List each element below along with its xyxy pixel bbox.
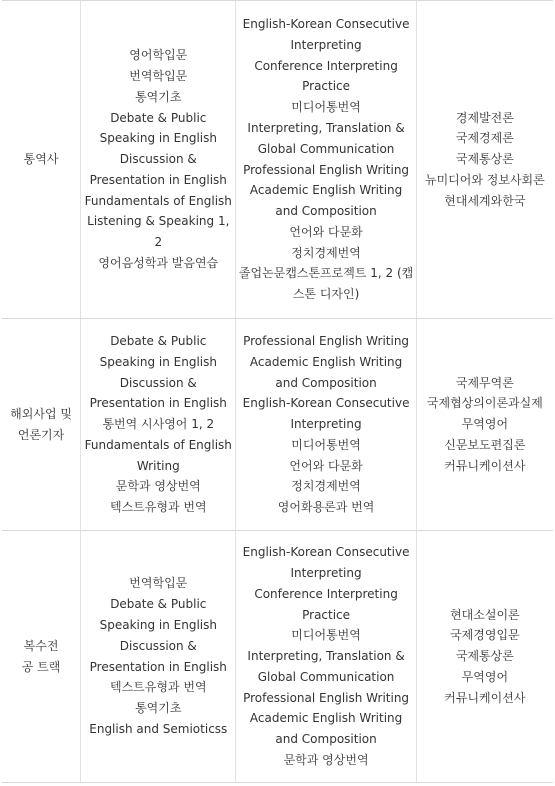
course-item: 영어화용론과 번역 bbox=[277, 500, 375, 515]
course-item: Professional English Writing bbox=[243, 162, 410, 177]
course-item: 문학과 영상번역 bbox=[115, 479, 201, 494]
course-item: Discussion & Presentation in English bbox=[89, 638, 227, 674]
course-item: 영어음성학과 발음연습 bbox=[98, 256, 219, 271]
course-item: English-Korean Consecutive Interpreting bbox=[242, 16, 410, 52]
course-item: 신문보도편집론 bbox=[444, 437, 526, 452]
course-item: Conference Interpreting Practice bbox=[254, 58, 398, 94]
course-item: Academic English Writing and Composition bbox=[249, 354, 403, 390]
course-item: 국제협상의이론과실제 bbox=[426, 396, 543, 411]
course-item: 현대세계와한국 bbox=[444, 193, 526, 208]
track-cell bbox=[2, 319, 81, 531]
advanced-courses-cell bbox=[236, 531, 416, 783]
course-item: Discussion & Presentation in English bbox=[89, 152, 227, 187]
course-item: 국제경제론 bbox=[455, 131, 514, 146]
course-item: 무역영어 bbox=[461, 417, 509, 432]
course-item: Academic English Writing and Composition bbox=[249, 183, 403, 219]
course-item: 미디어통번역 bbox=[291, 100, 361, 115]
elective-courses-cell bbox=[416, 1, 553, 319]
table-row bbox=[2, 319, 553, 531]
course-item: 국제통상론 bbox=[455, 152, 514, 167]
course-item: 텍스트유형과 번역 bbox=[110, 680, 207, 695]
elective-courses-cell bbox=[416, 531, 553, 783]
course-item: 정치경제번역 bbox=[291, 245, 361, 260]
course-item: 문학과 영상번역 bbox=[283, 753, 369, 768]
course-item: 국제무역론 bbox=[455, 375, 514, 390]
course-item: 텍스트유형과 번역 bbox=[110, 500, 207, 515]
table-row bbox=[2, 531, 553, 783]
course-item: 번역학입문 bbox=[129, 68, 188, 83]
course-item: Conference Interpreting Practice bbox=[254, 586, 398, 622]
curriculum-table bbox=[2, 0, 553, 783]
advanced-courses-cell bbox=[236, 319, 416, 531]
course-item: English-Korean Consecutive Interpreting bbox=[242, 545, 410, 580]
advanced-courses-cell bbox=[236, 1, 416, 319]
course-item: 통역기초 bbox=[135, 701, 182, 716]
basic-courses-cell bbox=[81, 319, 236, 531]
basic-courses-cell bbox=[81, 1, 236, 319]
course-item: Professional English Writing bbox=[243, 333, 410, 348]
basic-courses-cell bbox=[81, 531, 236, 783]
course-item: 커뮤니케이션사 bbox=[444, 690, 526, 705]
course-item: Interpreting, Translation & Global Communication bbox=[247, 649, 405, 684]
course-item: Debate & Public Speaking in English bbox=[99, 333, 217, 369]
elective-courses-cell bbox=[416, 319, 553, 531]
track-name: 해외사업 및 언론기자 bbox=[10, 406, 72, 442]
course-item: Discussion & Presentation in English bbox=[89, 375, 227, 411]
course-item: 미디어통번역 bbox=[291, 437, 361, 452]
course-item: Academic English Writing and Composition bbox=[249, 711, 403, 747]
course-item: 커뮤니케이션사 bbox=[444, 458, 526, 473]
course-item: 정치경제번역 bbox=[291, 479, 361, 494]
course-item: Fundamentals of English Writing bbox=[84, 437, 232, 473]
course-item: Professional English Writing bbox=[243, 690, 410, 705]
track-cell bbox=[2, 531, 81, 783]
course-item: 국제경영입문 bbox=[450, 628, 520, 643]
course-item: 졸업논문캡스톤프로젝트 1, 2 (캡스톤 디자인) bbox=[238, 266, 414, 302]
course-item: English and Semioticss bbox=[89, 721, 228, 736]
course-item: 뉴미디어와 정보사회론 bbox=[424, 172, 545, 187]
course-item: 무역영어 bbox=[461, 669, 509, 684]
course-item: Debate & Public Speaking in English bbox=[99, 110, 217, 146]
course-item: 통역기초 bbox=[135, 89, 182, 104]
course-item: 언어와 다문화 bbox=[289, 458, 363, 473]
course-item: Fundamentals of English Listening & Speaking 1, 2 bbox=[84, 193, 232, 250]
track-name: 통역사 bbox=[23, 152, 59, 167]
course-item: Interpreting, Translation & Global Communication bbox=[247, 120, 405, 156]
course-item: Debate & Public Speaking in English bbox=[99, 597, 217, 632]
course-item: 국제통상론 bbox=[455, 649, 514, 664]
course-item: 미디어통번역 bbox=[291, 628, 361, 643]
course-item: 번역학입문 bbox=[129, 576, 188, 591]
course-item: 영어학입문 bbox=[129, 48, 188, 63]
course-item: English-Korean Consecutive Interpreting bbox=[242, 396, 410, 432]
course-item: 현대소설이론 bbox=[450, 607, 520, 622]
course-item: 언어와 다문화 bbox=[289, 224, 363, 239]
course-item: 경제발전론 bbox=[455, 110, 514, 125]
table-row bbox=[2, 1, 553, 319]
track-name: 복수전공 트랙 bbox=[21, 638, 61, 674]
track-cell bbox=[2, 1, 81, 319]
course-item: 통번역 시사영어 1, 2 bbox=[102, 417, 215, 432]
